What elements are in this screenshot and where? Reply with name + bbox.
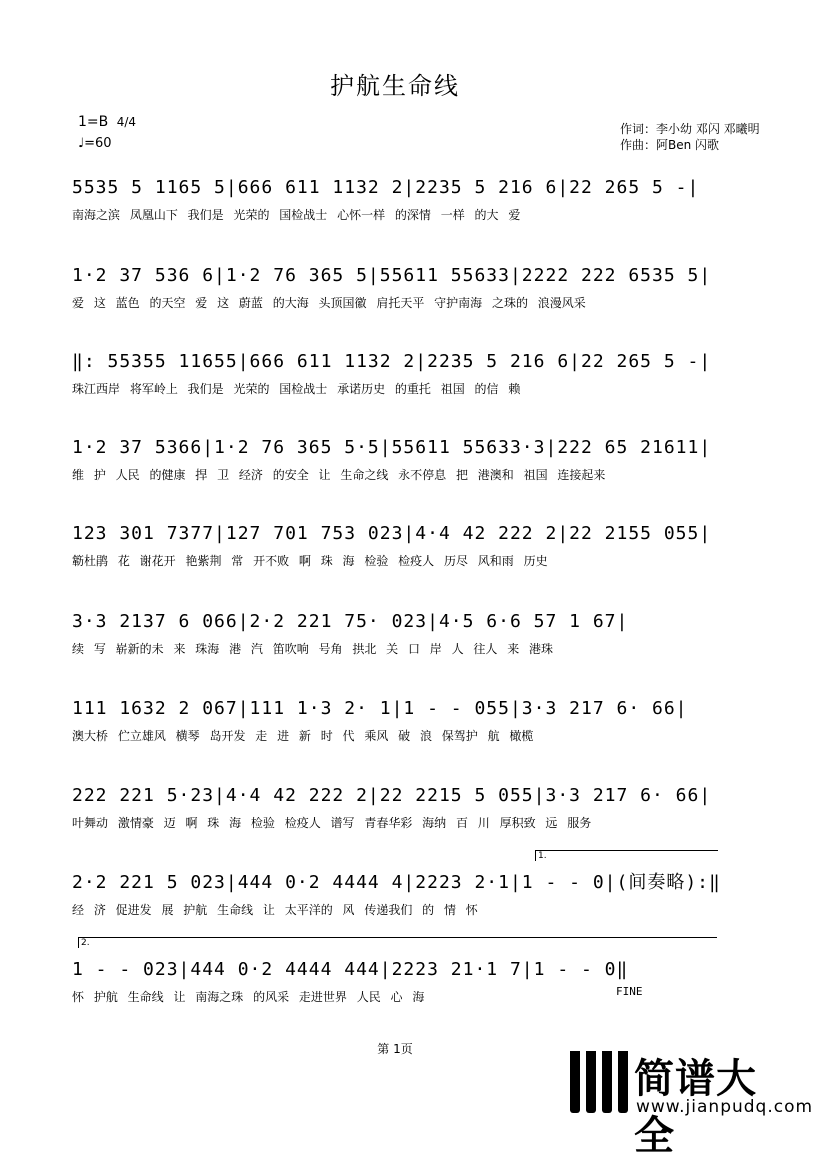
notes-line-8: 222 221 5·23|4·4 42 222 2|22 2215 5 055|3·3 217 6· 66| <box>72 785 712 806</box>
song-title: 护航生命线 <box>330 72 460 100</box>
lyrics-line-2: 爱 这 蓝色 的天空 爱 这 蔚蓝 的大海 头顶国徽 肩托天平 守护南海 之珠的 浪漫风采 <box>72 296 586 310</box>
key-signature <box>78 114 136 130</box>
tempo-value: =60 <box>84 136 112 151</box>
notes-line-2: 1·2 37 536 6|1·2 76 365 5|55611 55633|2222 222 6535 5| <box>72 265 712 286</box>
lyrics-line-3: 珠江西岸 将军岭上 我们是 光荣的 国检战士 承诺历史 的重托 祖国 的信 赖 <box>72 382 521 396</box>
logo-url: www.jianpudq.com <box>636 1097 813 1117</box>
quarter-note-icon: ♩ <box>78 136 85 151</box>
ending-2-bracket: 2. <box>78 937 717 948</box>
composer: 作曲：阿Ben 闪歌 <box>620 138 720 152</box>
lyrics-line-8: 叶舞动 激情豪 迈 啊 珠 海 检验 检疫人 谱写 青春华彩 海纳 百 川 厚积致 远 服务 <box>72 816 592 830</box>
page-number: 第 1页 <box>377 1042 413 1056</box>
notes-line-9: 2·2 221 5 023|444 0·2 4444 4|2223 2·1|1 - - 0|(间奏略):‖ <box>72 872 721 893</box>
piano-keys-icon <box>570 1051 628 1113</box>
ending-1-bracket: 1. <box>535 850 718 861</box>
site-logo <box>562 1047 813 1159</box>
fine-marking: FINE <box>616 985 643 998</box>
key-label: 1=B <box>78 114 109 130</box>
notes-line-1: 5535 5 1165 5|666 611 1132 2|2235 5 216 6|22 265 5 -| <box>72 177 700 198</box>
lyrics-line-10: 怀 护航 生命线 让 南海之珠 的风采 走进世界 人民 心 海 <box>72 990 425 1004</box>
notes-line-5: 123 301 7377|127 701 753 023|4·4 42 222 2|22 2155 055| <box>72 523 712 544</box>
lyrics-line-4: 维 护 人民 的健康 捍 卫 经济 的安全 让 生命之线 永不停息 把 港澳和 祖国 连接起来 <box>72 468 606 482</box>
lyrics-line-5: 簕杜鹃 花 谢花开 艳紫荆 常 开不败 啊 珠 海 检验 检疫人 历尽 风和雨 历史 <box>72 554 548 568</box>
logo-name: 简谱大全 <box>634 1056 757 1159</box>
lyrics-line-7: 澳大桥 伫立雄风 横琴 岛开发 走 进 新 时 代 乘风 破 浪 保驾护 航 橄榄 <box>72 729 534 743</box>
notes-line-4: 1·2 37 5366|1·2 76 365 5·5|55611 55633·3|222 65 21611| <box>72 437 712 458</box>
notes-line-7: 111 1632 2 067|111 1·3 2· 1|1 - - 055|3·3 217 6· 66| <box>72 698 688 719</box>
notes-line-3: ‖: 55355 11655|666 611 1132 2|2235 5 216 6|22 265 5 -| <box>72 351 712 372</box>
notes-line-6: 3·3 2137 6 066|2·2 221 75· 023|4·5 6·6 57 1 67| <box>72 611 629 632</box>
lyrics-line-9: 经 济 促进发 展 护航 生命线 让 太平洋的 风 传递我们 的 情 怀 <box>72 903 478 917</box>
notes-line-10: 1 - - 023|444 0·2 4444 444|2223 21·1 7|1 - - 0‖ <box>72 959 629 980</box>
tempo-marking <box>78 136 112 151</box>
time-signature: 4/4 <box>116 115 137 129</box>
lyrics-line-1: 南海之滨 凤凰山下 我们是 光荣的 国检战士 心怀一样 的深情 一样 的大 爱 <box>72 208 521 222</box>
credits <box>620 121 760 153</box>
lyricist: 作词：李小幼 邓闪 邓曦明 <box>620 122 760 136</box>
lyrics-line-6: 续 写 崭新的未 来 珠海 港 汽 笛吹响 号角 拱北 关 口 岸 人 往人 来 港珠 <box>72 642 554 656</box>
